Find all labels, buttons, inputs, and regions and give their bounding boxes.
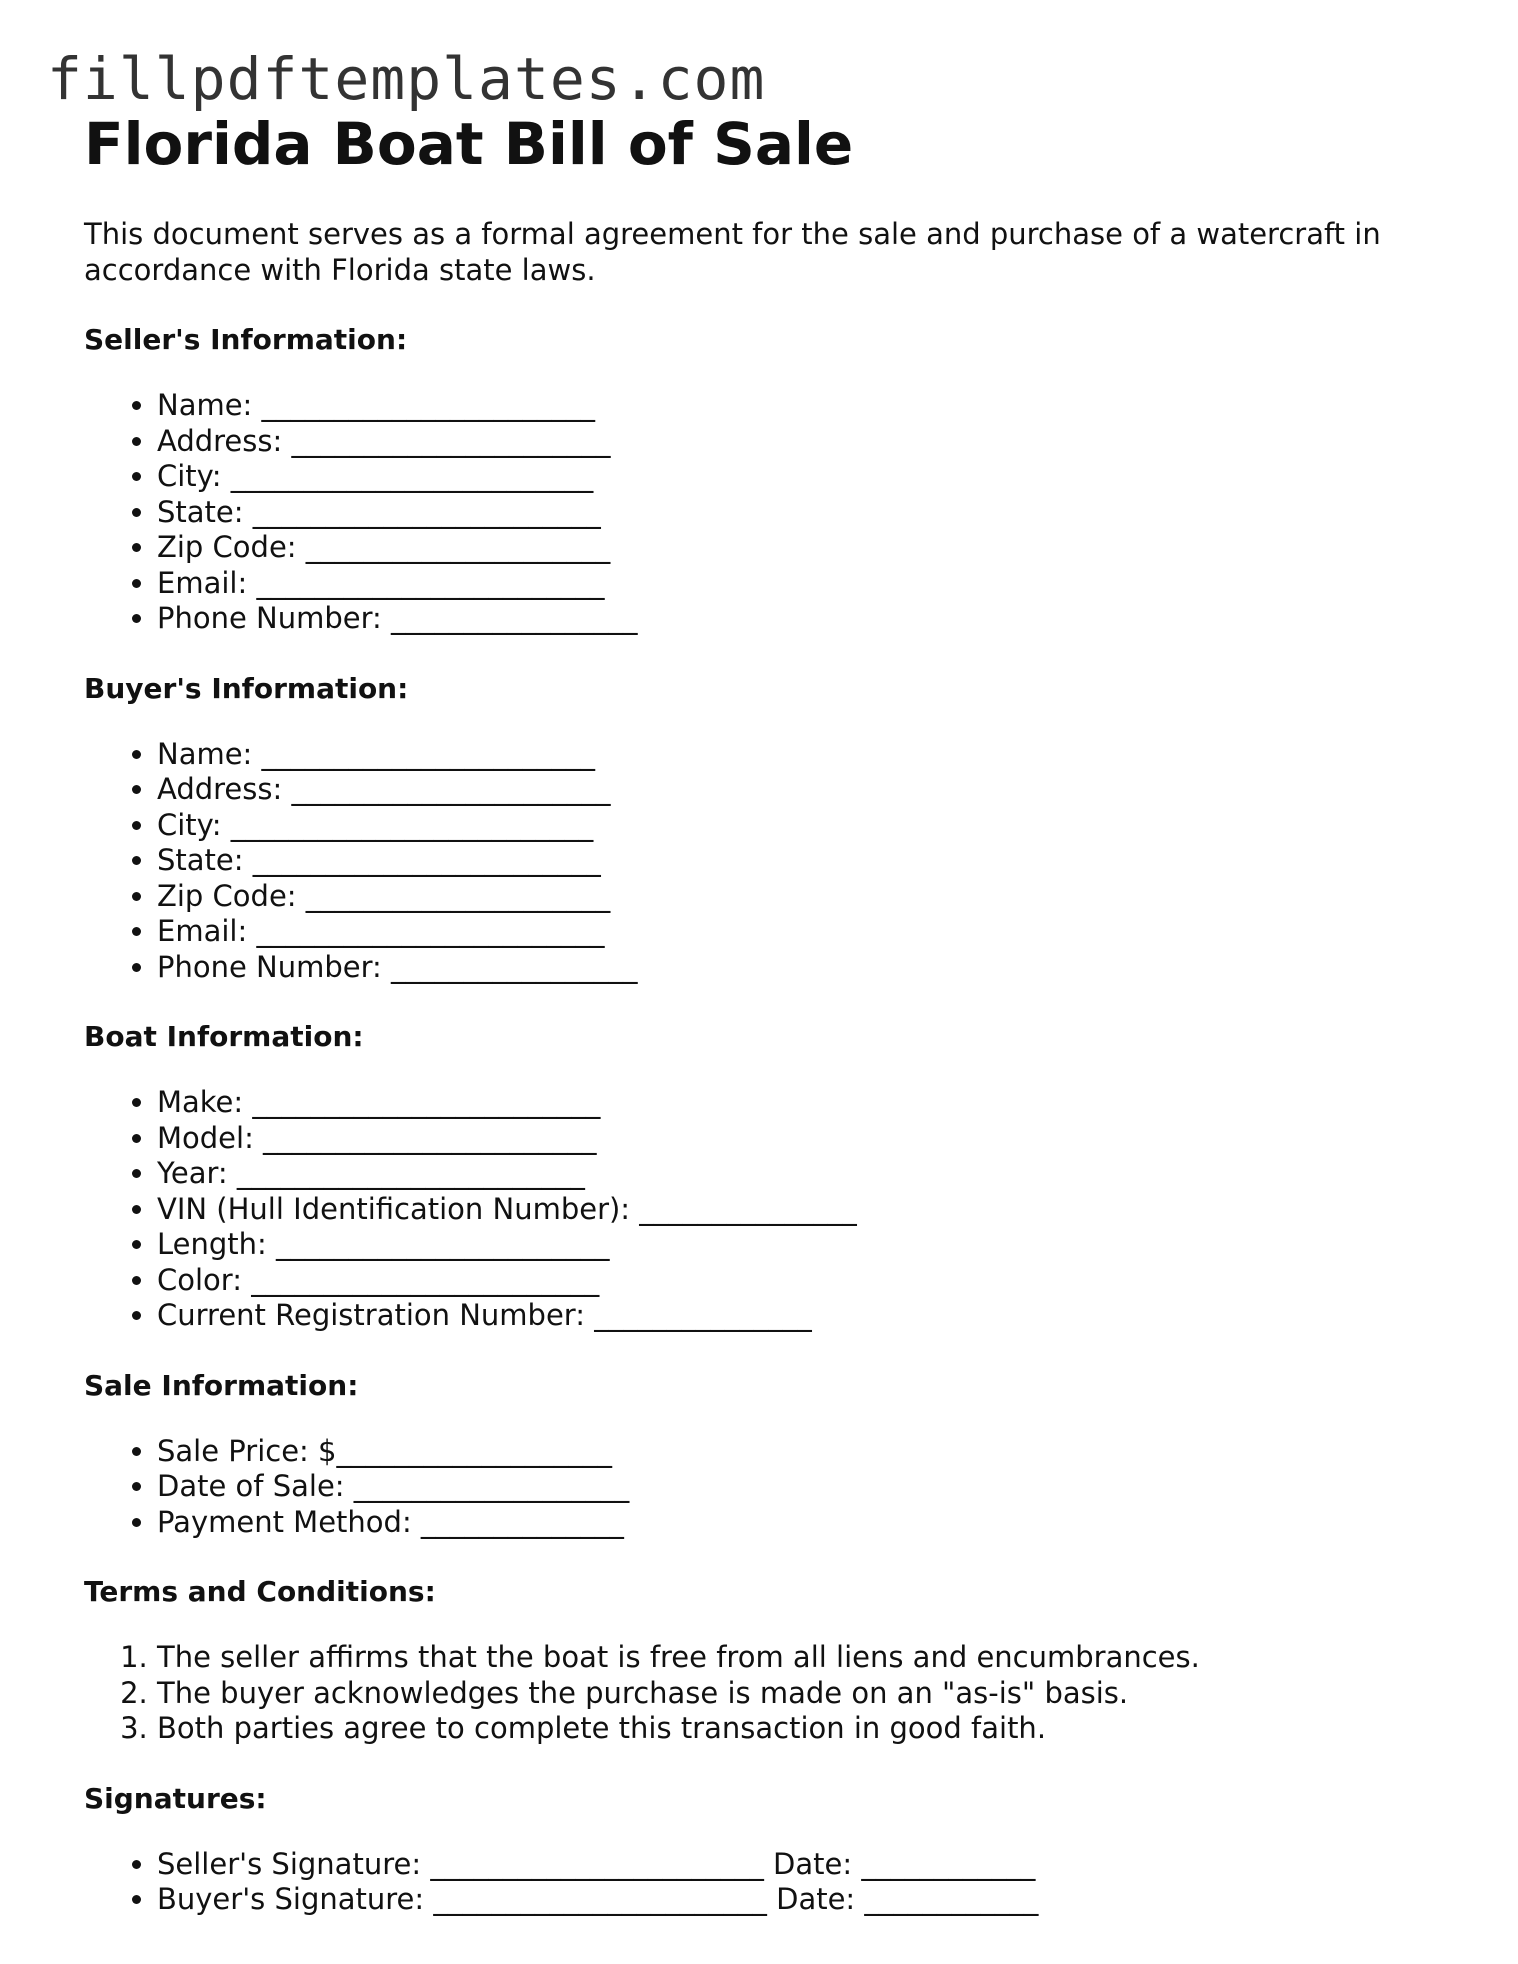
seller-city-field: • City: _________________________ — [157, 459, 1464, 495]
buyer-name-field: • Name: _______________________ — [157, 737, 1464, 773]
page-title: Florida Boat Bill of Sale — [84, 110, 854, 178]
sale-heading: Sale Information: — [84, 1368, 359, 1402]
boat-make-field: • Make: ________________________ — [157, 1085, 1464, 1121]
payment-method-field: • Payment Method: ______________ — [157, 1505, 1464, 1541]
seller-signature-line: • Seller's Signature: _______________________ Date: ____________ — [157, 1847, 1464, 1883]
boat-color-field: • Color: ________________________ — [157, 1263, 1464, 1299]
buyer-zip-field: • Zip Code: _____________________ — [157, 879, 1464, 915]
boat-length-field: • Length: _______________________ — [157, 1227, 1464, 1263]
seller-state-field: • State: ________________________ — [157, 495, 1464, 531]
seller-heading: Seller's Information: — [84, 323, 408, 356]
terms-item: 3. Both parties agree to complete this transaction in good faith. — [157, 1711, 1464, 1747]
buyer-field-list — [84, 737, 1464, 986]
sale-field-list — [84, 1434, 1464, 1541]
seller-phone-field: • Phone Number: _________________ — [157, 601, 1464, 637]
buyer-address-field: • Address: ______________________ — [157, 772, 1464, 808]
signatures-heading: Signatures: — [84, 1781, 267, 1815]
seller-name-field: • Name: _______________________ — [157, 388, 1464, 424]
boat-heading: Boat Information: — [84, 1020, 364, 1053]
terms-list — [84, 1640, 1464, 1747]
seller-field-list — [84, 388, 1464, 637]
buyer-city-field: • City: _________________________ — [157, 808, 1464, 844]
intro-paragraph: This document serves as a formal agreement for the sale and purchase of a watercraft in accordance with Florida state laws. — [84, 217, 1381, 287]
seller-address-field: • Address: ______________________ — [157, 424, 1464, 460]
boat-vin-field: • VIN (Hull Identification Number): _______________ — [157, 1192, 1464, 1228]
boat-field-list — [84, 1085, 1464, 1334]
terms-item: 1. The seller affirms that the boat is free from all liens and encumbrances. — [157, 1640, 1464, 1676]
buyer-phone-field: • Phone Number: _________________ — [157, 950, 1464, 986]
terms-heading: Terms and Conditions: — [84, 1575, 436, 1608]
buyer-email-field: • Email: ________________________ — [157, 914, 1464, 950]
sale-price-field: • Sale Price: $___________________ — [157, 1434, 1464, 1470]
boat-year-field: • Year: ________________________ — [157, 1156, 1464, 1192]
watermark-text: fillpdftemplates.com — [47, 45, 766, 113]
seller-zip-field: • Zip Code: _____________________ — [157, 530, 1464, 566]
buyer-heading: Buyer's Information: — [84, 671, 409, 705]
seller-email-field: • Email: ________________________ — [157, 566, 1464, 602]
document-page — [84, 106, 1464, 1918]
boat-registration-field: • Current Registration Number: _______________ — [157, 1298, 1464, 1334]
buyer-signature-line: • Buyer's Signature: _______________________ Date: ____________ — [157, 1882, 1464, 1918]
boat-model-field: • Model: _______________________ — [157, 1121, 1464, 1157]
buyer-state-field: • State: ________________________ — [157, 843, 1464, 879]
sale-date-field: • Date of Sale: ___________________ — [157, 1469, 1464, 1505]
signatures-list — [84, 1847, 1464, 1918]
terms-item: 2. The buyer acknowledges the purchase is made on an "as-is" basis. — [157, 1676, 1464, 1712]
